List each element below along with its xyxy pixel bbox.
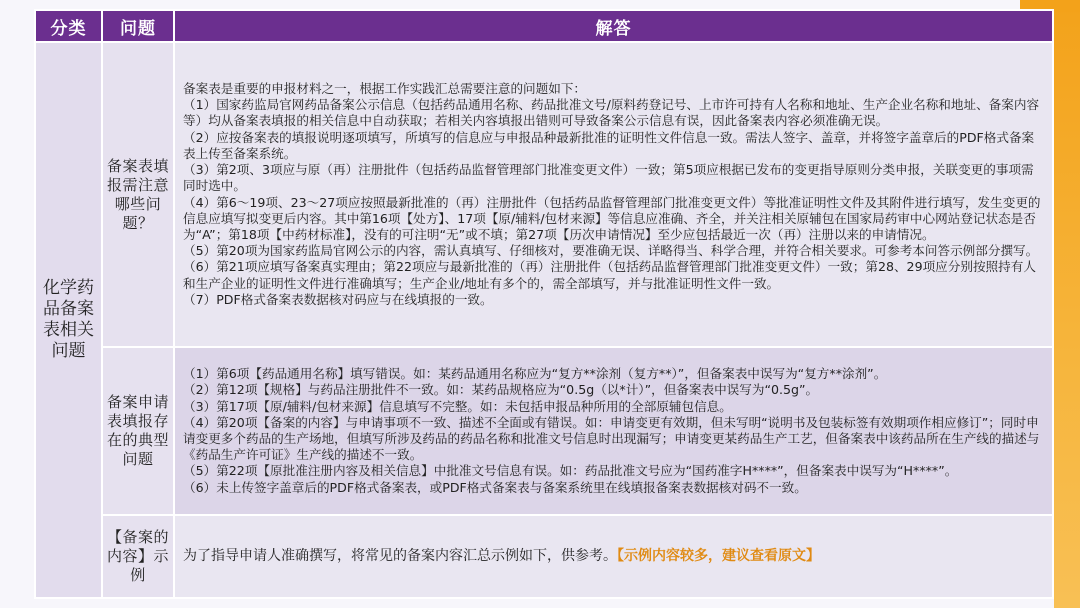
answer-item: （6）未上传签字盖章后的PDF格式备案表，或PDF格式备案表与备案系统里在线填报备案表数据核对码不一致。: [183, 479, 807, 495]
answer-item: （3）第17项【原/辅料/包材来源】信息填写不完整。如：未包括申报品种所用的全部原辅包信息。: [183, 398, 732, 414]
answer-item: （4）第6～19项、23～27项应按照最新批准的（再）注册批件（包括药品监督管理部门批准变更文件）等批准证明性文件及其附件进行填写，发生变更的信息应填写拟变更后内容。其中第16项【处方】、17项【原/辅料/包材来源】等信息应准确、齐全，并关注相关原辅包在国家局药审中心网站登记状态是否为“A”；第18项【中药材标准】，没有的可注明“无”或不填；第27项【历次申请情况】至少应包括最近一次（再）注册以来的申请情况。: [183, 194, 1041, 242]
answer-item: （2）应按备案表的填报说明逐项填写，所填写的信息应与申报品种最新批准的证明性文件信息一致。需法人签字、盖章，并将签字盖章后的PDF格式备案表上传至备案系统。: [183, 129, 1035, 161]
answer-item: （3）第2项、3项应与原（再）注册批件（包括药品监督管理部门批准变更文件）一致；第5项应根据已发布的变更指导原则分类申报，关联变更的事项需同时选中。: [183, 162, 1034, 194]
table-header-row: [35, 10, 1053, 42]
answer-item: （2）第12项【规格】与药品注册批件不一致。如：某药品规格应为“0.5g（以*计）”，但备案表中误写为“0.5g”。: [183, 382, 819, 398]
answer-item: （6）第21项应填写备案真实理由；第22项应与最新批准的（再）注册批件（包括药品监督管理部门批准变更文件）一致；第28、29项应分别按照持有人和生产企业的证明性文件进行准确填写；生产企业/地址有多个的，需全部填写，并与批准证明性文件一致。: [183, 259, 1036, 291]
table-row: [35, 347, 1053, 515]
answer-intro: 备案表是重要的申报材料之一，根据工作实践汇总需要注意的问题如下：: [183, 81, 586, 97]
answer-item: （5）第20项为国家药监局官网公示的内容，需认真填写、仔细核对，要准确无误、详略得当、科学合理，并符合相关要求。可参考本问答示例部分撰写。: [183, 243, 1039, 259]
table-row: [35, 515, 1053, 598]
answer-text: 为了指导申请人准确撰写，将常见的备案内容汇总示例如下，供参考。: [183, 548, 617, 565]
right-accent-bar: [1054, 0, 1080, 608]
answer-item: （4）第20项【备案的内容】与申请事项不一致、描述不全面或有错误。如：申请变更有效期，但未写明“说明书及包装标签有效期项作相应修订”；同时申请变更多个药品的生产场地，但填写所涉及药品的药品名称和批准文号信息时出现漏写；申请变更某药品生产工艺，但备案表中该药品所在生产线的描述与《药品生产许可证》生产线的描述不一致。: [183, 414, 1040, 463]
answer-item: （5）第22项【原批准注册内容及相关信息】中批准文号信息有误。如：药品批准文号应为“国药准字H****”，但备案表中误写为“H****”。: [183, 463, 958, 479]
category-cell: 化学药品备案表相关问题: [35, 42, 102, 598]
answer-item: （1）国家药监局官网药品备案公示信息（包括药品通用名称、药品批准文号/原料药登记号、上市许可持有人名称和地址、生产企业名称和地址、备案内容等）均从备案表填报的相关信息中自动获取；若相关内容填报出错则可导致备案公示信息有误，因此备案表内容必须准确无误。: [183, 97, 1040, 129]
view-original-note: 【示例内容较多，建议查看原文】: [617, 548, 820, 565]
answer-cell: [174, 347, 1053, 515]
answer-item: （1）第6项【药品通用名称】填写错误。如：某药品通用名称应为“复方**涂剂（复方**）”，但备案表中误写为“复方**涂剂”。: [183, 366, 887, 382]
answer-cell: [174, 42, 1053, 347]
answer-item: （7）PDF格式备案表数据核对码应与在线填报的一致。: [183, 291, 493, 307]
answer-cell: [174, 515, 1053, 598]
header-answer: 解答: [174, 10, 1053, 42]
question-cell: 备案申请表填报存在的典型问题: [102, 347, 174, 515]
header-category: 分类: [35, 10, 102, 42]
qa-table: [34, 9, 1054, 599]
header-question: 问题: [102, 10, 174, 42]
question-cell: 备案表填报需注意哪些问题？: [102, 42, 174, 347]
table-row: [35, 42, 1053, 347]
question-cell: 【备案的内容】示例: [102, 515, 174, 598]
